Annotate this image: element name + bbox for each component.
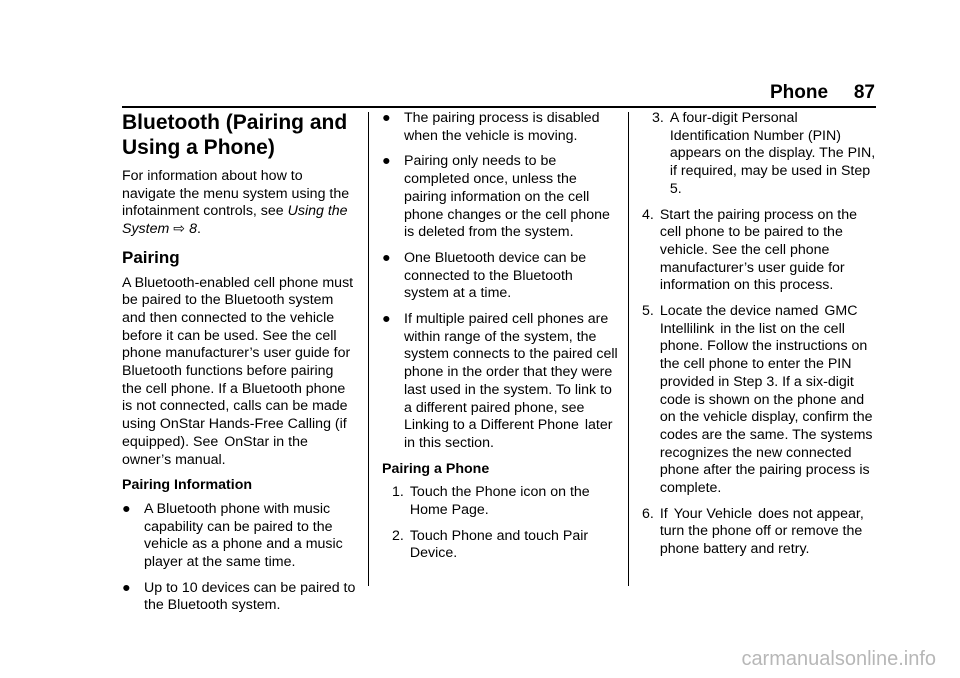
list-item: ● If multiple paired cell phones are within range of the system, the system connects to the paired cell phone in the order that they were last used in the system. To link to a different paired phone, seeLinking to a Different Phone later in this section. xyxy=(382,311,618,451)
step-number: 2. xyxy=(392,527,404,544)
list-item: ● Up to 10 devices can be paired to the Bluetooth system. xyxy=(122,579,356,614)
list-item: ● A Bluetooth phone with music capability can be paired to the vehicle as a phone and a music player at the same time. xyxy=(122,500,343,571)
bullet-icon: ● xyxy=(122,500,131,517)
page-title: Bluetooth (Pairing and Using a Phone) xyxy=(122,111,348,159)
bullet-icon: ● xyxy=(382,110,391,126)
bullet-icon: ● xyxy=(382,153,391,170)
step-item: 3. A four-digit Personal Identification Number (PIN) appears on the display. The PIN, if required, may be used in Step 5. xyxy=(652,110,876,197)
section-title: Phone xyxy=(770,82,829,103)
step-number: 6. xyxy=(642,505,654,522)
cross-reference-page[interactable]: 8 xyxy=(189,221,197,238)
column-divider xyxy=(628,112,629,586)
step-number: 5. xyxy=(642,303,654,320)
list-item: ● One Bluetooth device can be connected to the Bluetooth system at a time. xyxy=(382,249,587,302)
pairing-paragraph: A Bluetooth-enabled cell phone must be paired to the Bluetooth system and then connected to the vehicle before it can be used. See the cell phone manufacturer’s user guide for Bluetooth functions before pairing the cell phone. If a Bluetooth phone is not connected, calls can be made using OnStar Hands-Free Calling (if equipped). See OnStar in the owner’s manual. xyxy=(122,274,354,468)
page-header xyxy=(770,82,875,104)
step-number: 1. xyxy=(392,484,404,501)
section-heading-pairing: Pairing xyxy=(122,247,180,267)
step-item: 6. If Your Vehicle does not appear, turn the phone off or remove the phone battery and retry. xyxy=(642,505,864,558)
subheading-pairing-a-phone: Pairing a Phone xyxy=(382,460,490,477)
device-name: GMC Intellilink xyxy=(659,303,858,337)
column-1 xyxy=(122,110,356,623)
column-divider xyxy=(368,112,369,586)
list-item: ● Pairing only needs to be completed once, unless the pairing information on the cell phone changes or the cell phone is deleted from the system. xyxy=(382,153,610,241)
subheading-pairing-information: Pairing Information xyxy=(122,477,253,494)
step-item: 1. Touch the Phone icon on the Home Page. xyxy=(392,484,590,519)
device-name: Your Vehicle xyxy=(673,505,753,522)
page-number: 87 xyxy=(853,82,875,103)
intro-paragraph: For information about how to navigate the menu system using the infotainment controls, see Using the System ⇨ 8. xyxy=(122,168,350,238)
watermark: carmanualsonline.info xyxy=(741,648,936,670)
step-number: 3. xyxy=(652,110,664,126)
header-rule xyxy=(122,106,876,108)
bullet-icon: ● xyxy=(122,579,131,596)
step-number: 4. xyxy=(642,206,654,223)
step-item: 2. Touch Phone and touch Pair Device. xyxy=(392,527,589,562)
step-item: 4. Start the pairing process on the cell phone to be paired to the vehicle. See the cell phone manufacturer’s user guide for information on this process. xyxy=(642,206,858,294)
bullet-icon: ● xyxy=(382,311,391,328)
list-item: ● The pairing process is disabled when the vehicle is moving. xyxy=(382,110,600,144)
bullet-icon: ● xyxy=(382,249,391,266)
column-3 xyxy=(642,110,878,567)
step-item: 5. Locate the device named GMC Intellilink in the list on the cell phone. Follow the instructions on the cell phone to enter the PIN provided in Step 3. If a six-digit code is shown on the phone and on the vehicle display, confirm the codes are the same. The systems recognizes the new connected phone after the pairing process is complete. xyxy=(642,303,873,497)
column-2 xyxy=(382,110,618,571)
page-ref-icon: ⇨ xyxy=(173,221,186,238)
cross-reference-onstar[interactable]: OnStar xyxy=(224,433,270,450)
cross-reference-linking[interactable]: Linking to a Different Phone xyxy=(404,417,579,434)
cross-reference-link[interactable]: Using the System xyxy=(122,203,348,238)
